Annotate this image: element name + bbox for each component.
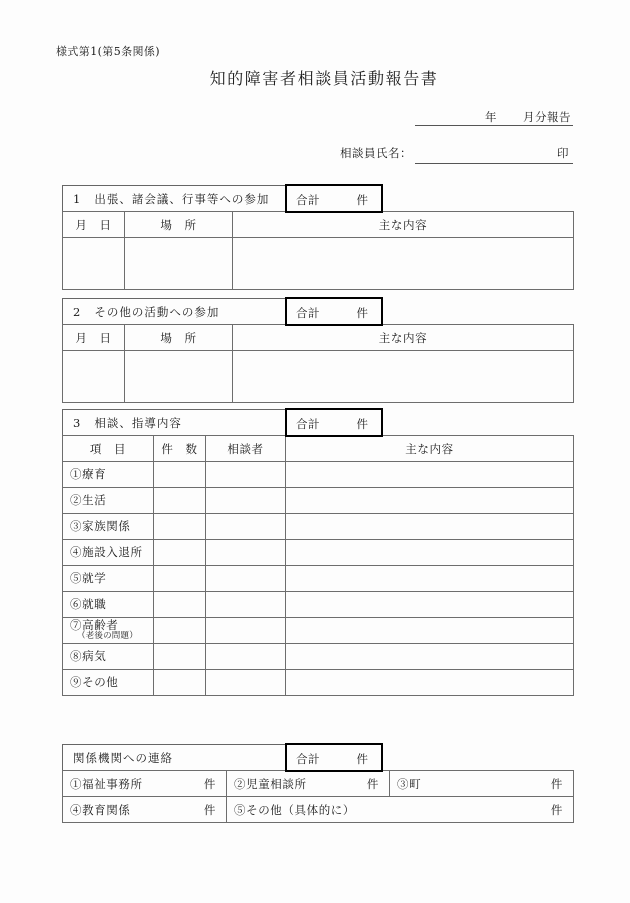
table-header-row xyxy=(63,212,574,238)
column-header-date: 月 日 xyxy=(63,325,125,351)
cell-consultant[interactable] xyxy=(206,644,286,670)
table-row xyxy=(63,540,574,566)
cell-child-consultation-center[interactable]: ②児童相談所 件 xyxy=(227,771,390,797)
reporter-name-label: 相談員氏名： xyxy=(340,146,412,160)
cell-other-specify[interactable]: ⑤その他（具体的に） 件 xyxy=(227,797,574,823)
section-2-table xyxy=(62,324,574,403)
cell-count[interactable] xyxy=(154,670,206,696)
cell-education[interactable]: ④教育関係 件 xyxy=(63,797,227,823)
column-header-date: 月 日 xyxy=(63,212,125,238)
reporter-name-input[interactable] xyxy=(415,143,573,164)
cell-consultant[interactable] xyxy=(206,670,286,696)
cell-item-label: ⑤就学 xyxy=(63,566,154,592)
section-4-table xyxy=(62,770,574,823)
section-4-title: 関係機関への連絡 xyxy=(73,751,173,765)
table-header-row xyxy=(63,325,574,351)
cell-consultant[interactable] xyxy=(206,462,286,488)
cell-count[interactable] xyxy=(154,618,206,644)
column-header-place: 場 所 xyxy=(125,325,233,351)
column-header-count: 件 数 xyxy=(154,436,206,462)
cell-consultant[interactable] xyxy=(206,540,286,566)
table-row xyxy=(63,514,574,540)
table-header-row xyxy=(63,436,574,462)
table-row xyxy=(63,771,574,797)
cell-consultant[interactable] xyxy=(206,514,286,540)
section-3-total-box[interactable]: 合計 件 xyxy=(285,408,383,437)
cell-item-label: ③家族関係 xyxy=(63,514,154,540)
cell-content[interactable] xyxy=(286,488,574,514)
cell-count[interactable] xyxy=(154,540,206,566)
cell-town[interactable]: ③町 件 xyxy=(390,771,574,797)
cell-content[interactable] xyxy=(286,670,574,696)
cell-welfare-office[interactable]: ①福祉事務所 件 xyxy=(63,771,227,797)
cell-item-sublabel: （老後の問題） xyxy=(77,631,138,642)
section-1-table xyxy=(62,211,574,290)
cell-item-label: ⑦高齢者 （老後の問題） xyxy=(63,618,154,644)
table-row xyxy=(63,351,574,403)
report-period-field[interactable] xyxy=(415,106,573,126)
form-number: 様式第1(第5条関係) xyxy=(56,45,160,58)
table-row xyxy=(63,238,574,290)
table-row xyxy=(63,644,574,670)
table-row xyxy=(63,566,574,592)
cell-count[interactable] xyxy=(154,462,206,488)
cell-content[interactable] xyxy=(286,618,574,644)
cell-count[interactable] xyxy=(154,488,206,514)
cell-content[interactable] xyxy=(286,644,574,670)
cell-content[interactable] xyxy=(286,592,574,618)
cell-item-label: ⑧病気 xyxy=(63,644,154,670)
column-header-consultant: 相談者 xyxy=(206,436,286,462)
cell-content[interactable] xyxy=(286,514,574,540)
table-row xyxy=(63,797,574,823)
page-title: 知的障害者相談員活動報告書 xyxy=(209,69,439,88)
table-row xyxy=(63,670,574,696)
cell-content[interactable] xyxy=(233,351,574,403)
cell-consultant[interactable] xyxy=(206,618,286,644)
column-header-content: 主な内容 xyxy=(286,436,574,462)
period-year-label: 年 xyxy=(485,110,497,124)
table-row xyxy=(63,488,574,514)
column-header-place: 場 所 xyxy=(125,212,233,238)
table-row xyxy=(63,592,574,618)
seal-label: 印 xyxy=(557,146,569,160)
section-3-table xyxy=(62,435,574,696)
cell-item-label: ①療育 xyxy=(63,462,154,488)
cell-item-label: ②生活 xyxy=(63,488,154,514)
cell-count[interactable] xyxy=(154,644,206,670)
cell-consultant[interactable] xyxy=(206,592,286,618)
cell-content[interactable] xyxy=(233,238,574,290)
cell-content[interactable] xyxy=(286,566,574,592)
cell-consultant[interactable] xyxy=(206,488,286,514)
cell-content[interactable] xyxy=(286,540,574,566)
cell-consultant[interactable] xyxy=(206,566,286,592)
cell-item-label: ⑨その他 xyxy=(63,670,154,696)
column-header-content: 主な内容 xyxy=(233,325,574,351)
column-header-item: 項 目 xyxy=(63,436,154,462)
cell-content[interactable] xyxy=(286,462,574,488)
cell-date[interactable] xyxy=(63,238,125,290)
cell-item-label: ⑥就職 xyxy=(63,592,154,618)
cell-place[interactable] xyxy=(125,238,233,290)
period-month-label: 月分報告 xyxy=(523,110,571,124)
section-1-title: 1 出張、諸会議、行事等への参加 xyxy=(73,192,270,206)
table-row xyxy=(63,618,574,644)
table-row xyxy=(63,462,574,488)
section-3-title: 3 相談、指導内容 xyxy=(73,416,182,430)
section-4-total-box[interactable]: 合計 件 xyxy=(285,743,383,772)
cell-count[interactable] xyxy=(154,566,206,592)
column-header-content: 主な内容 xyxy=(233,212,574,238)
cell-count[interactable] xyxy=(154,514,206,540)
reporter-name-row xyxy=(300,143,573,164)
cell-count[interactable] xyxy=(154,592,206,618)
section-1-total-box[interactable]: 合計 件 xyxy=(285,184,383,213)
cell-item-label: ④施設入退所 xyxy=(63,540,154,566)
section-2-title: 2 その他の活動への参加 xyxy=(73,305,220,319)
cell-place[interactable] xyxy=(125,351,233,403)
section-2-total-box[interactable]: 合計 件 xyxy=(285,297,383,326)
cell-date[interactable] xyxy=(63,351,125,403)
